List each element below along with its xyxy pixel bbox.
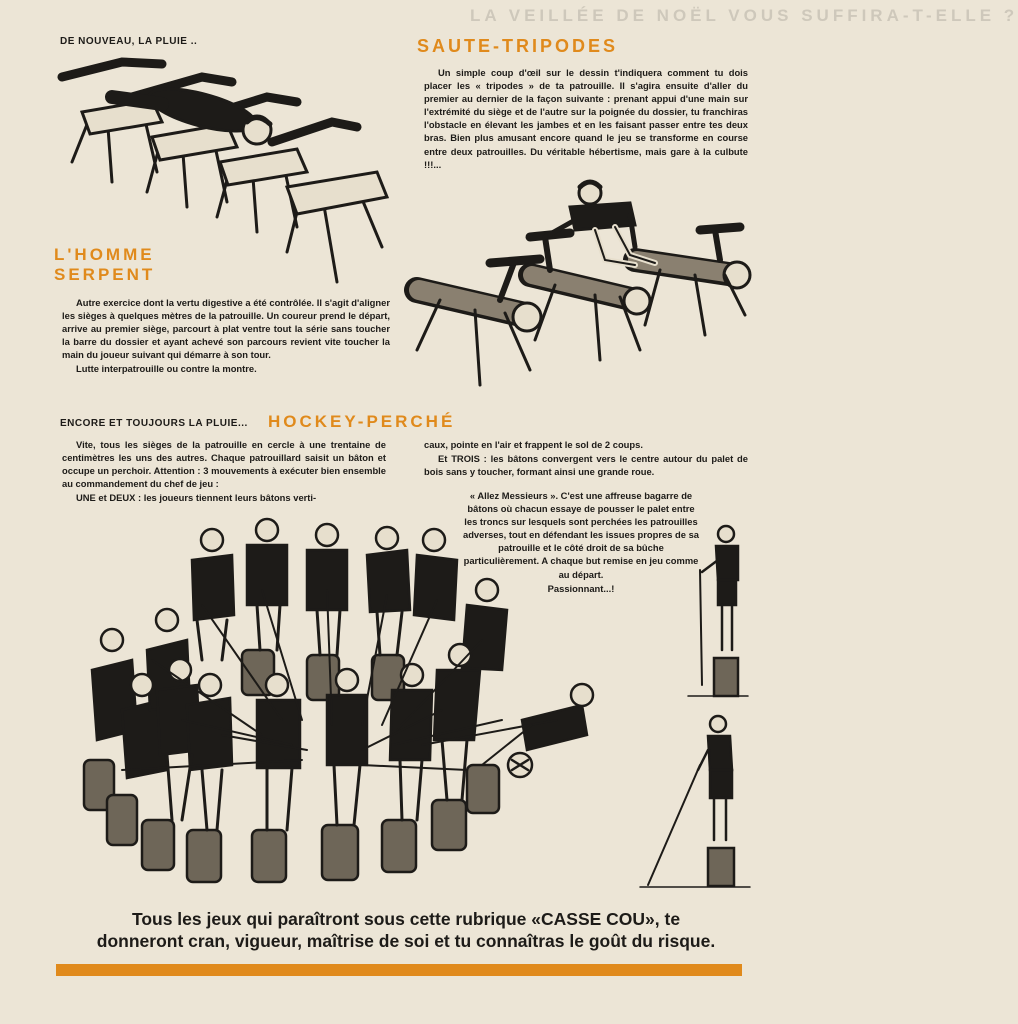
serpent-title-line1: L'HOMME: [54, 245, 155, 264]
serpent-title: [54, 245, 155, 285]
hockey-kicker: ENCORE ET TOUJOURS LA PLUIE...: [60, 418, 248, 429]
serpent-paragraph-1: Autre exercice dont la vertu digestive a été contrôlée. Il s'agit d'aligner les sièges à quelques mètres de la patrouille. Un coureur prend le départ, arrive au premier siège, parcourt à plat ventre tout la série sans toucher la barre du dossier et ayant achevé son parcours revient vite toucher la main du joueur suivant qui démarre à son tour.: [62, 297, 390, 361]
hockey-left-paragraph-1: Vite, tous les sièges de la patrouille en cercle à une trentaine de centimètres les uns des autres. Chaque patrouillard saisit un bâton et occupe un perchoir. Attention : 3 mouvements à exécuter bien ensemble au commandement du chef de jeu :: [62, 439, 386, 490]
casse-cou-footer: [50, 908, 762, 952]
hockey-title: HOCKEY-PERCHÉ: [268, 412, 456, 431]
hockey-left-paragraph-2: UNE et DEUX : les joueurs tiennent leurs bâtons verti-: [76, 492, 317, 504]
footer-line-1: Tous les jeux qui paraîtront sous cette rubrique «CASSE COU», te: [131, 909, 681, 929]
saute-kicker: DE NOUVEAU, LA PLUIE ..: [60, 36, 198, 47]
saute-title: SAUTE-TRIPODES: [417, 36, 619, 56]
hockey-illustration: [62, 520, 622, 890]
tripodes-illustration: [405, 175, 750, 390]
standing-boy-stick-angled-illustration: [640, 710, 750, 890]
bleed-through-text: LA VEILLÉE DE NOËL VOUS SUFFIRA-T-ELLE ?: [470, 6, 1018, 25]
saute-paragraph: Un simple coup d'œil sur le dessin t'indiquera comment tu dois placer les « tripodes » de ta patrouille. Il s'agira ensuite d'aller du premier au dernier de la façon suivante : prenant appui d'une main sur l'extrémité du siège et de l'autre sur la poignée du dossier, tu franchiras l'obstacle en élevant les jambes et en les faisant passer entre tes deux bras. Bien plus amusant encore quand le jeu se transforme en course entre deux patrouilles. Du véritable hébertisme, mais gare à la culbute !!!...: [424, 67, 748, 170]
standing-boy-stick-up-illustration: [688, 520, 748, 700]
orange-footer-rule: [56, 964, 742, 976]
serpent-title-line2: SERPENT: [54, 265, 156, 284]
hockey-right-paragraph-1: caux, pointe en l'air et frappent le sol de 2 coups.: [424, 439, 643, 450]
hockey-right-paragraph-4: Passionnant...!: [547, 582, 615, 594]
hockey-right-paragraph-3: « Allez Messieurs ». C'est une affreuse bagarre de bâtons où chacun essaye de pousser le palet entre les troncs sur lesquels sont perchées les patrouilles adverses, tout en défendant les issues propres de sa patrouille et le côté droit de sa bûche particulièrement. A chaque but remise en jeu comme au départ.: [462, 490, 700, 580]
serpent-paragraph-2: Lutte interpatrouille ou contre la montre.: [76, 363, 257, 375]
hockey-right-body-top: [424, 438, 748, 479]
saute-body: [424, 66, 748, 172]
footer-line-2: donneront cran, vigueur, maîtrise de soi et tu connaîtras le goût du risque.: [96, 931, 716, 951]
hockey-right-paragraph-2: Et TROIS : les bâtons convergent vers le centre autour du palet de bois sans y toucher, formant ainsi une grande roue.: [424, 453, 748, 478]
serpent-body: [62, 296, 390, 377]
hockey-left-body: [62, 438, 386, 505]
